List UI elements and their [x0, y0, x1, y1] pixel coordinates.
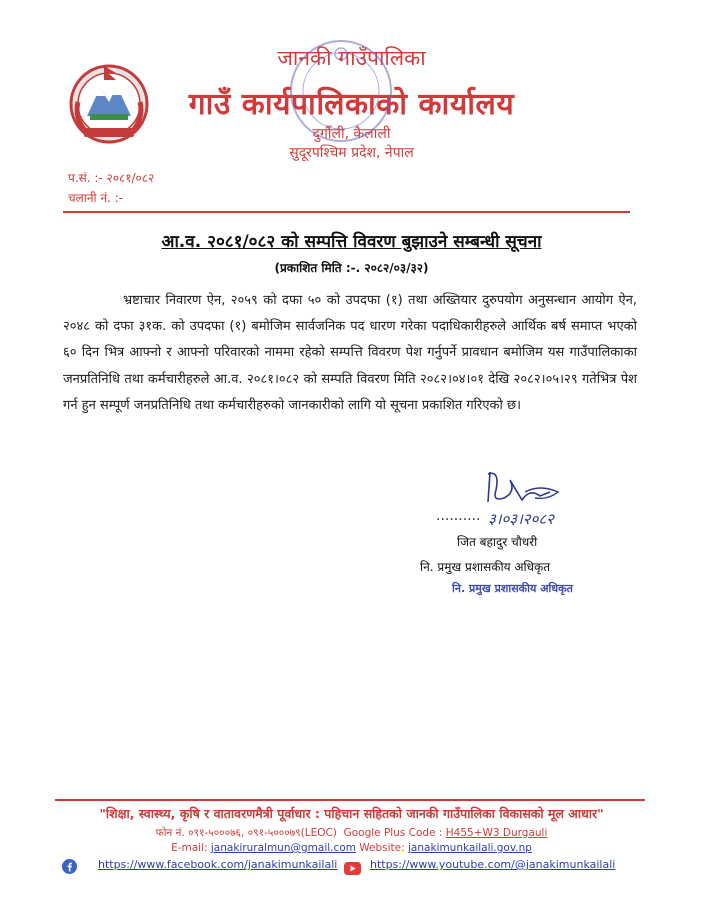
svg-text:३।०३।२०८२: ३।०३।२०८२ — [488, 510, 554, 528]
dispatch-number: चलानी नं. :- — [68, 191, 124, 205]
signatory-name: जित बहादुर चौधरी — [457, 535, 538, 549]
designation-stamp: नि. प्रमुख प्रशासकीय अधिकृत — [452, 582, 573, 595]
municipality-name: जानकी गाउँपालिका — [277, 46, 426, 70]
notice-body: भ्रष्टाचार निवारण ऐन, २०५९ को दफा ५० को उपदफा (१) तथा अख्तियार दुरुपयोग अनुसन्धान आयोग ऐन, २०४८ को दफा ३१क. को उपदफा (१) बमोजिम सार्वजनिक पद धारण गरेका पदाधिकारीहरुले आर्थिक बर्ष समाप्त भएको ६० दिन भित्र आफ्नो र आफ्नो परिवारको नाममा रहेको सम्पत्ति विवरण पेश गर्नुपर्ने प्रावधान बमोजिम यस गाउँपालिकाका जनप्रतिनिधि तथा कर्मचारीहरुले आ.व. २०८१।०८२ को सम्पति विवरण मिति २०८२।०४।०१ देखि २०८२।०५।२९ गतेभित्र पेश गर्न हुन सम्पूर्ण जनप्रतिनिधि तथा कर्मचारीहरुको जानकारीको लागि यो सूचना प्रकाशित गरिएको छ। — [63, 293, 637, 413]
facebook-link[interactable]: https://www.facebook.com/janakimunkailali — [98, 858, 338, 871]
phone-numbers: फोन नं. ०९१-५०००७६, ०९१-५०००७९(LEOC) — [155, 827, 337, 839]
handwritten-signature — [430, 462, 620, 540]
svg-text:..........: .......... — [436, 508, 481, 524]
footer-contact — [0, 826, 703, 840]
notice-title-text: आ.व. २०८१/०८२ को सम्पत्ति विवरण बुझाउने सम्बन्धी सूचना — [161, 232, 542, 252]
footer-email-website — [0, 842, 703, 854]
website-link[interactable]: janakimunkailali.gov.np — [408, 842, 532, 854]
email-link[interactable]: janakiruralmun@gmail.com — [210, 842, 356, 854]
plus-code: H455+W3 Durgauli — [445, 827, 548, 839]
published-date: (प्रकाशित मिति :-. २०८२/०३/३२) — [274, 261, 429, 275]
website-label: Website: — [359, 842, 405, 854]
youtube-icon[interactable] — [344, 860, 361, 873]
plus-code-label: Google Plus Code : — [343, 827, 443, 839]
office-stamp — [286, 36, 396, 146]
signatory-designation: नि. प्रमुख प्रशासकीय अधिकृत — [420, 560, 551, 574]
footer-motto: "शिक्षा, स्वास्थ्य, कृषि र वातावरणमैत्री पूर्वाधार : पहिचान सहितको जानकी गाउँपालिका विकासको मूल आधार" — [99, 806, 604, 821]
facebook-icon[interactable] — [62, 859, 77, 874]
youtube-link[interactable]: https://www.youtube.com/@janakimunkailali — [370, 858, 616, 871]
province-name: सुदूरपश्चिम प्रदेश, नेपाल — [289, 145, 414, 161]
office-name: गाउँ कार्यपालिकाको कार्यालय — [188, 87, 515, 122]
office-location: दुर्गौली, कैलाली — [312, 126, 391, 142]
header-divider — [63, 211, 630, 213]
footer-divider — [55, 799, 645, 801]
notice-title — [0, 229, 703, 252]
letter-number: प.सं. :- २०८१/०८२ — [68, 171, 155, 185]
email-label: E-mail: — [171, 842, 208, 854]
